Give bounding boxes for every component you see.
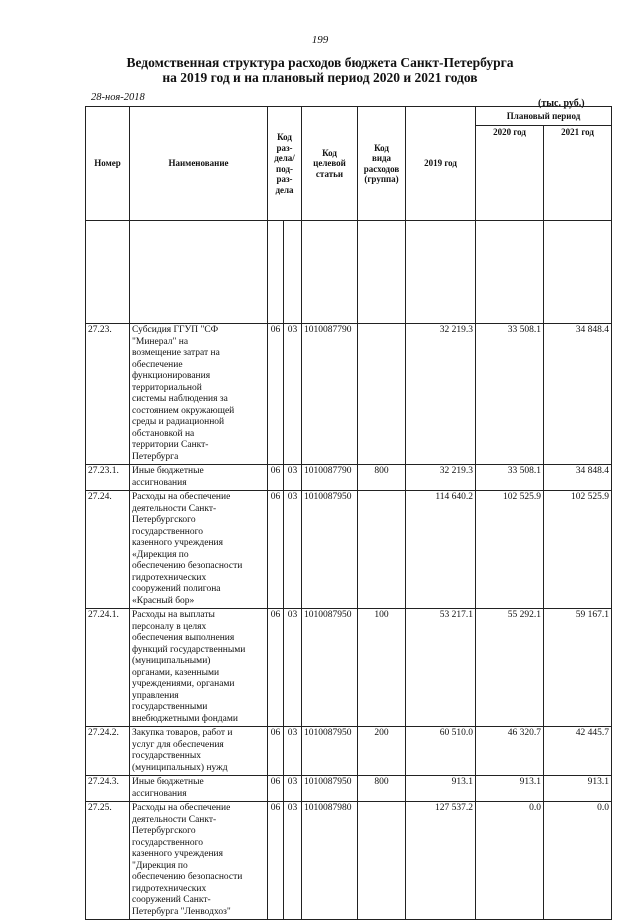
- row-name-line: «Красный бор»: [132, 595, 195, 606]
- row-amount-2019: 32 219.3: [406, 465, 476, 491]
- row-name-line: Закупка товаров, работ и: [132, 728, 233, 738]
- row-subsection-code: 03: [284, 802, 302, 920]
- row-amount-2021: 913.1: [544, 776, 612, 802]
- row-target-code: 1010087950: [302, 727, 358, 776]
- row-name-line: гидротехнических: [132, 572, 207, 583]
- row-name-line: "Минерал" на: [132, 336, 189, 347]
- row-name-line: казенного учреждения: [132, 538, 224, 548]
- header-row: [86, 107, 612, 126]
- document-date: 28-ноя-2018: [91, 92, 145, 103]
- row-name-line: обеспечение: [132, 359, 183, 370]
- row-name-line: казенного учреждения: [132, 849, 224, 859]
- row-number: 27.25.: [86, 802, 130, 920]
- row-name-line: государственного: [132, 837, 204, 848]
- header-text: расходов: [363, 163, 400, 174]
- header-name: Наименование: [130, 107, 268, 221]
- row-expense-kind: 100: [358, 609, 406, 727]
- row-name-line: функций государственными: [132, 644, 246, 655]
- row-subsection-code: 03: [284, 324, 302, 465]
- row-section-code: 06: [268, 609, 284, 727]
- title-line: на 2019 год и на плановый период 2020 и 2021 годов: [162, 70, 478, 85]
- budget-table: [85, 106, 612, 920]
- header-text: Код: [322, 147, 337, 158]
- row-name-line: состоянием окружающей: [132, 405, 235, 416]
- row-subsection-code: 03: [284, 465, 302, 491]
- row-amount-2020: 913.1: [476, 776, 544, 802]
- row-name-line: обеспечению безопасности: [132, 872, 243, 882]
- table-row: [86, 727, 612, 776]
- row-name-line: Иные бюджетные: [132, 466, 204, 476]
- header-target-code: [302, 107, 358, 221]
- row-name: [130, 727, 268, 776]
- header-text: Код: [277, 132, 292, 142]
- row-name-line: среды и радиационной: [132, 417, 225, 427]
- row-name-line: обеспечения выполнения: [132, 633, 235, 643]
- row-name: [130, 324, 268, 465]
- row-name-line: Петербургского: [132, 826, 196, 836]
- row-name: [130, 802, 268, 920]
- table-body: [86, 324, 612, 920]
- page-number: 199: [311, 34, 329, 46]
- row-amount-2020: 33 508.1: [476, 324, 544, 465]
- table-row: [86, 324, 612, 465]
- header-text: дела: [275, 184, 294, 195]
- row-name-line: государственными: [132, 702, 208, 712]
- row-subsection-code: 03: [284, 776, 302, 802]
- row-number: 27.23.1.: [86, 465, 130, 491]
- header-text: раз-: [276, 142, 293, 153]
- row-name-line: государственных: [132, 751, 202, 761]
- row-number: 27.24.: [86, 491, 130, 609]
- row-name-line: обеспечению безопасности: [132, 561, 243, 571]
- row-section-code: 06: [268, 465, 284, 491]
- row-name-line: обстановкой на: [132, 428, 195, 439]
- header-year-2021: 2021 год: [544, 126, 612, 221]
- row-amount-2020: 0.0: [476, 802, 544, 920]
- row-expense-kind: 800: [358, 465, 406, 491]
- row-name-line: органами, казенными: [132, 667, 220, 678]
- row-name: [130, 491, 268, 609]
- table-row: [86, 776, 612, 802]
- row-target-code: 1010087950: [302, 491, 358, 609]
- row-name-line: возмещение затрат на: [132, 348, 220, 358]
- row-number: 27.24.2.: [86, 727, 130, 776]
- row-name-line: (муниципальными): [132, 656, 211, 666]
- row-expense-kind: [358, 802, 406, 920]
- row-name-line: (муниципальных) нужд: [132, 762, 228, 773]
- row-name-line: Иные бюджетные: [132, 777, 204, 787]
- row-target-code: 1010087950: [302, 776, 358, 802]
- row-amount-2019: 60 510.0: [406, 727, 476, 776]
- row-name-line: Расходы на обеспечение: [132, 803, 231, 813]
- row-subsection-code: 03: [284, 491, 302, 609]
- header-text: статьи: [315, 168, 344, 179]
- header-text: под-: [276, 163, 293, 174]
- row-number: 27.24.1.: [86, 609, 130, 727]
- row-section-code: 06: [268, 324, 284, 465]
- row-name-line: внебюджетными фондами: [132, 713, 238, 724]
- row-name-line: гидротехнических: [132, 883, 207, 894]
- table-row: [86, 465, 612, 491]
- header-text: (группа): [364, 174, 399, 184]
- row-name-line: Расходы на обеспечение: [132, 492, 231, 502]
- row-name-line: Петербурга: [132, 451, 179, 462]
- row-expense-kind: [358, 491, 406, 609]
- row-name-line: ассигнования: [132, 788, 187, 799]
- row-name: [130, 609, 268, 727]
- row-amount-2021: 59 167.1: [544, 609, 612, 727]
- row-amount-2020: 102 525.9: [476, 491, 544, 609]
- table-row: [86, 491, 612, 609]
- header-text: вида: [371, 153, 392, 163]
- row-amount-2019: 114 640.2: [406, 491, 476, 609]
- document-title: [40, 55, 600, 85]
- row-amount-2020: 33 508.1: [476, 465, 544, 491]
- row-name-line: сооружений Санкт-: [132, 895, 211, 905]
- row-name-line: персоналу в целях: [132, 621, 207, 632]
- row-expense-kind: 200: [358, 727, 406, 776]
- row-expense-kind: [358, 324, 406, 465]
- row-amount-2020: 46 320.7: [476, 727, 544, 776]
- row-name: [130, 776, 268, 802]
- header-planned-period: Плановый период: [476, 107, 612, 126]
- row-amount-2021: 102 525.9: [544, 491, 612, 609]
- row-amount-2020: 55 292.1: [476, 609, 544, 727]
- row-name-line: учреждениями, органами: [132, 679, 235, 689]
- row-name-line: территориальной: [132, 382, 202, 393]
- row-amount-2021: 34 848.4: [544, 465, 612, 491]
- row-amount-2019: 53 217.1: [406, 609, 476, 727]
- header-number: Номер: [86, 107, 130, 221]
- row-amount-2021: 42 445.7: [544, 727, 612, 776]
- header-text: дела/: [274, 153, 295, 163]
- row-name-line: Петербургского: [132, 515, 196, 525]
- header-year-2020: 2020 год: [476, 126, 544, 221]
- row-name-line: ассигнования: [132, 477, 187, 488]
- row-amount-2021: 0.0: [544, 802, 612, 920]
- row-target-code: 1010087950: [302, 609, 358, 727]
- row-section-code: 06: [268, 776, 284, 802]
- row-name-line: управления: [132, 690, 179, 701]
- row-name-line: деятельности Санкт-: [132, 503, 217, 514]
- row-number: 27.24.3.: [86, 776, 130, 802]
- row-name-line: «Дирекция по: [132, 549, 189, 560]
- row-name-line: деятельности Санкт-: [132, 814, 217, 825]
- row-expense-kind: 800: [358, 776, 406, 802]
- row-subsection-code: 03: [284, 727, 302, 776]
- row-name-line: Петербурга "Ленводхоз": [132, 906, 231, 917]
- row-name-line: системы наблюдения за: [132, 394, 228, 404]
- row-amount-2021: 34 848.4: [544, 324, 612, 465]
- header-text: раз-: [276, 174, 293, 184]
- row-section-code: 06: [268, 802, 284, 920]
- row-name-line: функционирования: [132, 371, 211, 381]
- row-name-line: Расходы на выплаты: [132, 610, 215, 620]
- row-name-line: Субсидия ГГУП "СФ: [132, 325, 219, 335]
- table-row: [86, 609, 612, 727]
- row-target-code: 1010087980: [302, 802, 358, 920]
- row-section-code: 06: [268, 727, 284, 776]
- title-line: Ведомственная структура расходов бюджета Санкт-Петербурга: [126, 55, 514, 70]
- row-name-line: государственного: [132, 526, 204, 537]
- row-subsection-code: 03: [284, 609, 302, 727]
- row-section-code: 06: [268, 491, 284, 609]
- row-amount-2019: 32 219.3: [406, 324, 476, 465]
- row-name: [130, 465, 268, 491]
- header-section-code: [268, 107, 302, 221]
- header-spacer-row: [86, 221, 612, 324]
- row-name-line: "Дирекция по: [132, 860, 188, 871]
- header-expense-kind: [358, 107, 406, 221]
- units-label: (тыс. руб.): [538, 98, 585, 109]
- row-name-line: территории Санкт-: [132, 440, 209, 450]
- row-name-line: услуг для обеспечения: [132, 739, 224, 750]
- header-text: Код: [374, 142, 389, 153]
- row-name-line: сооружений полигона: [132, 584, 221, 594]
- row-target-code: 1010087790: [302, 324, 358, 465]
- header-text: целевой: [313, 158, 346, 169]
- header-year-2019: 2019 год: [406, 107, 476, 221]
- table-row: [86, 802, 612, 920]
- row-amount-2019: 127 537.2: [406, 802, 476, 920]
- row-target-code: 1010087790: [302, 465, 358, 491]
- row-number: 27.23.: [86, 324, 130, 465]
- row-amount-2019: 913.1: [406, 776, 476, 802]
